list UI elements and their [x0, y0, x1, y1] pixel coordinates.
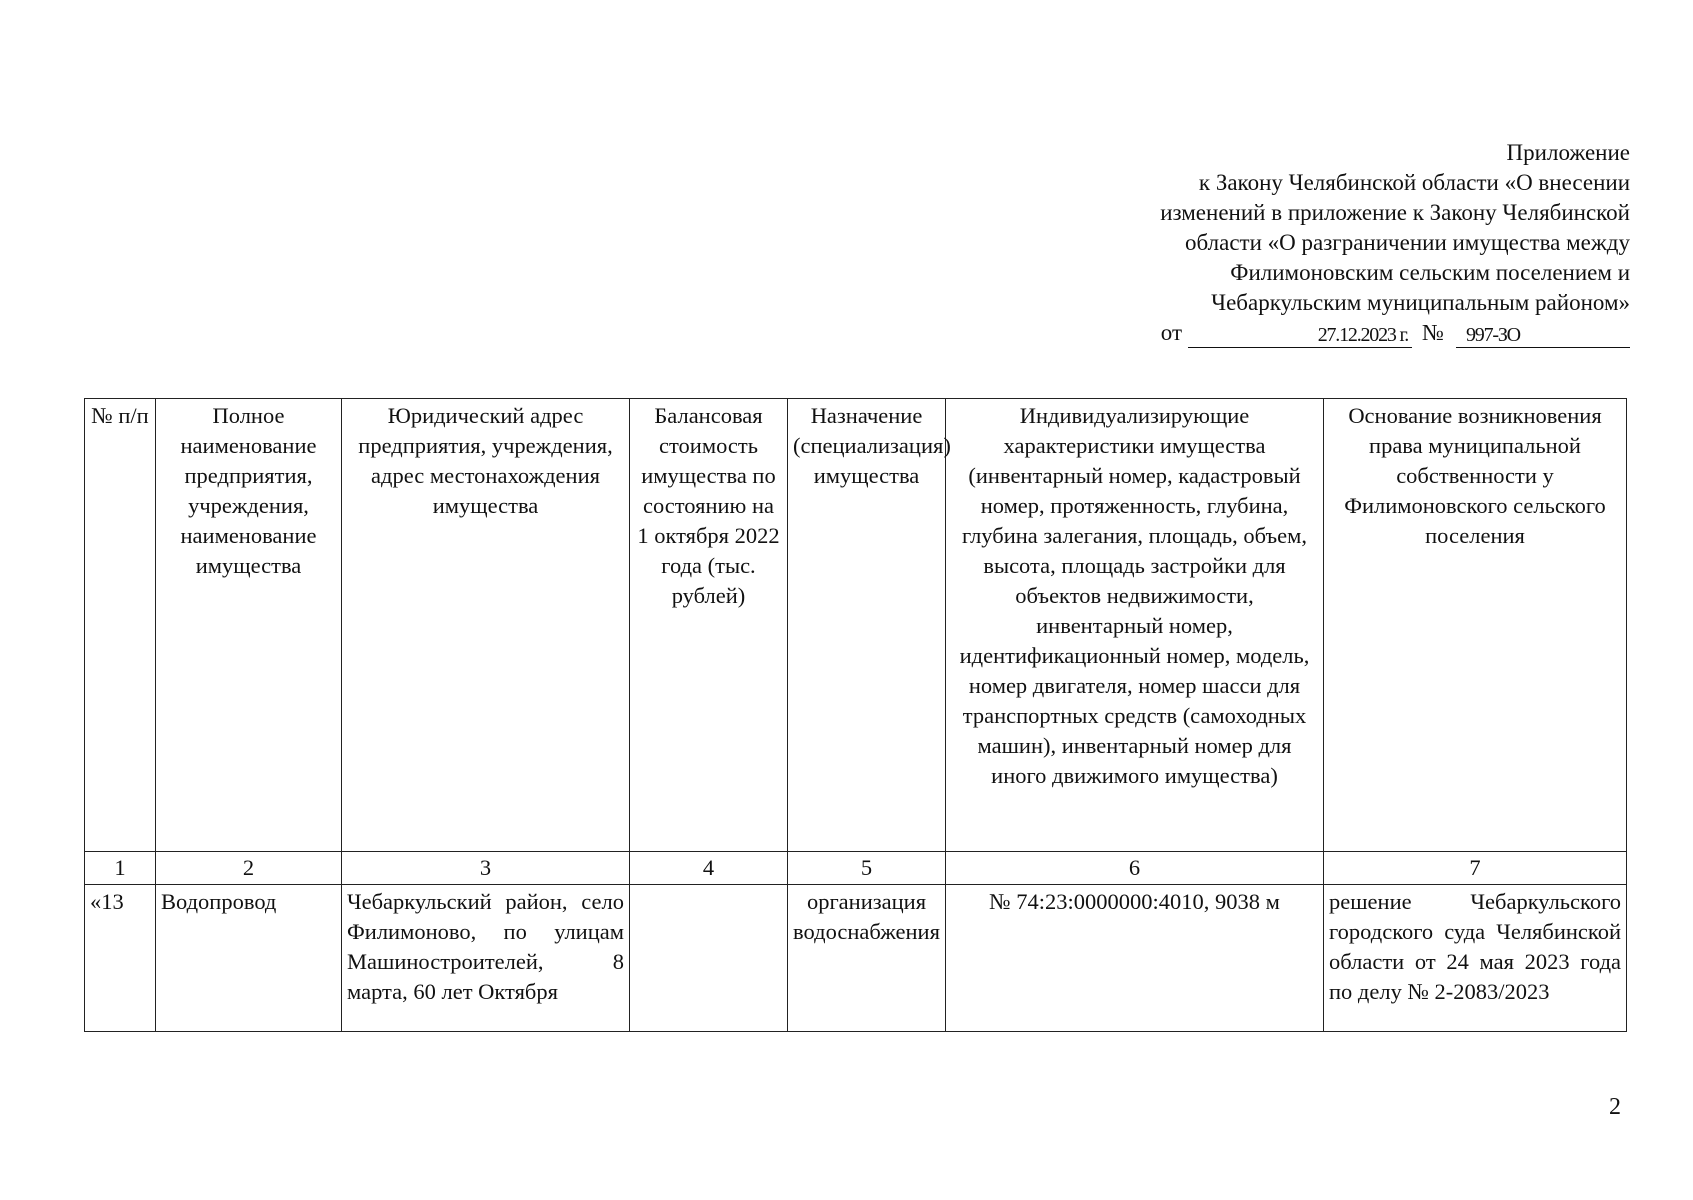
- cell-name: Водопровод: [156, 885, 342, 1032]
- header-cell: Полное наименование предприятия, учреждения, наименование имущества: [156, 399, 342, 852]
- cell-balance: [630, 885, 788, 1032]
- cell-purpose: организация водоснабжения: [788, 885, 946, 1032]
- column-number-row: [85, 852, 1627, 885]
- header-cell: Назначение (специализация) имущества: [788, 399, 946, 852]
- column-number: 6: [946, 852, 1324, 885]
- appendix-line: Чебаркульским муниципальным районом»: [1211, 290, 1630, 315]
- column-number: 5: [788, 852, 946, 885]
- column-number: 7: [1324, 852, 1627, 885]
- column-number: 4: [630, 852, 788, 885]
- column-number: 2: [156, 852, 342, 885]
- number-label: №: [1422, 320, 1444, 345]
- property-table: [84, 398, 1627, 1032]
- cell-characteristics: № 74:23:0000000:4010, 9038 м: [946, 885, 1324, 1032]
- cell-number: «13: [85, 885, 156, 1032]
- appendix-header: [1070, 138, 1630, 348]
- header-cell: Балансовая стоимость имущества по состоянию на 1 октября 2022 года (тыс. рублей): [630, 399, 788, 852]
- appendix-line: Филимоновским сельским поселением и: [1230, 260, 1630, 285]
- header-cell: № п/п: [85, 399, 156, 852]
- appendix-line: области «О разграничении имущества между: [1185, 230, 1630, 255]
- header-cell: Юридический адрес предприятия, учреждения, адрес местонахождения имущества: [342, 399, 630, 852]
- appendix-line: к Закону Челябинской области «О внесении: [1198, 170, 1630, 195]
- cell-address: Чебаркульский район, село Филимоново, по улицам Машиностроителей, 8 марта, 60 лет Октября: [342, 885, 630, 1032]
- appendix-line: изменений в приложение к Закону Челябинской: [1160, 200, 1630, 225]
- from-label: от: [1160, 320, 1183, 345]
- header-cell: Индивидуализирующие характеристики имущества (инвентарный номер, кадастровый номер, протяженность, глубина, глубина залегания, площадь, объем, высота, площадь застройки для объектов недвижимости, инвентарный номер, идентификационный номер, модель, номер двигателя, номер шасси для транспортных средств (самоходных машин), инвентарный номер для иного движимого имущества): [946, 399, 1324, 852]
- table-row: [85, 885, 1627, 1032]
- column-number: 3: [342, 852, 630, 885]
- table-header-row: [85, 399, 1627, 852]
- law-reference: [1070, 318, 1630, 348]
- column-number: 1: [85, 852, 156, 885]
- cell-basis: решение Чебаркульского городского суда Челябинской области от 24 мая 2023 года по делу № 2-2083/2023: [1324, 885, 1627, 1032]
- header-cell: Основание возникновения права муниципальной собственности у Филимоновского сельского поселения: [1324, 399, 1627, 852]
- law-number: 997-ЗО: [1456, 323, 1630, 348]
- law-date: 27.12.2023 г.: [1188, 323, 1412, 348]
- page-number: 2: [1609, 1094, 1621, 1120]
- appendix-title: Приложение: [1506, 140, 1630, 165]
